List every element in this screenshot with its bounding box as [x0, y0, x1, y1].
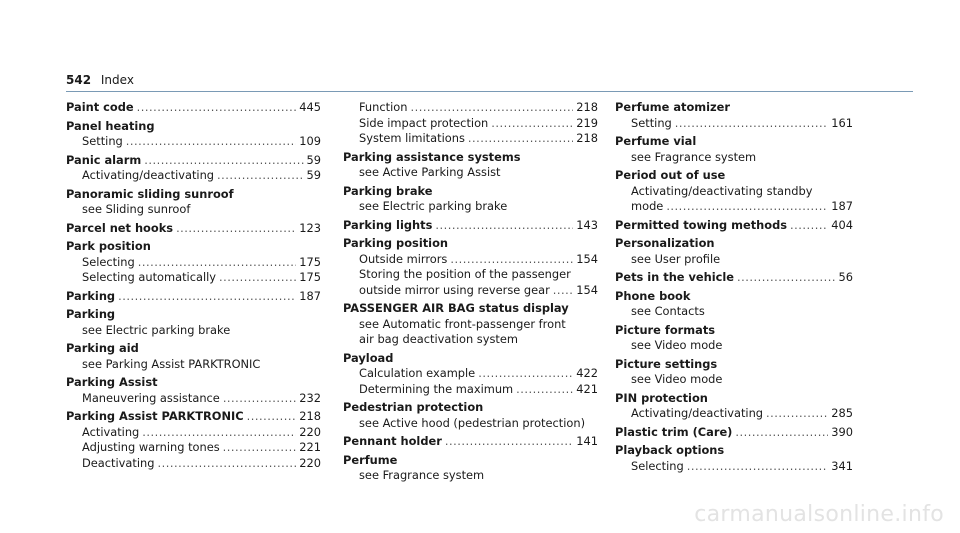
- index-entry: [66, 119, 321, 150]
- index-term: Parcel net hooks: [66, 220, 174, 235]
- index-line: [615, 270, 853, 286]
- index-term: Plastic trim (Care): [615, 424, 733, 439]
- index-line: [615, 391, 853, 407]
- index-subentry: Selecting: [82, 254, 135, 269]
- index-line: [615, 236, 853, 252]
- index-entry: [615, 391, 853, 422]
- index-term: Permitted towing methods: [615, 217, 788, 232]
- index-line: [66, 425, 321, 441]
- index-subentry: see Electric parking brake: [359, 199, 508, 213]
- index-line: [615, 406, 853, 422]
- dot-leader: [223, 440, 297, 456]
- dot-leader: [516, 382, 573, 398]
- index-line: [343, 218, 598, 234]
- index-line: [66, 239, 321, 255]
- dot-leader: [675, 116, 828, 132]
- index-line: [343, 468, 598, 484]
- index-entry: [343, 453, 598, 484]
- dot-leader: [219, 270, 296, 286]
- index-term: Playback options: [615, 443, 725, 457]
- index-subentry: Calculation example: [359, 366, 476, 380]
- index-subentry: Storing the position of the passenger: [359, 267, 571, 281]
- index-entry: [615, 323, 853, 354]
- index-line: [343, 416, 598, 432]
- index-subentry: see User profile: [631, 251, 721, 266]
- index-subentry: Adjusting warning tones: [82, 440, 220, 454]
- index-subentry: see Video mode: [631, 338, 723, 352]
- dot-leader: [666, 199, 828, 215]
- index-line: [343, 236, 598, 252]
- dot-leader: [766, 406, 828, 422]
- index-line: [66, 255, 321, 271]
- index-entry: [66, 307, 321, 338]
- index-column-2: [343, 100, 598, 487]
- index-subentry: see Fragrance system: [631, 149, 757, 164]
- page-ref: 187: [831, 199, 853, 213]
- index-entry: [66, 409, 321, 471]
- index-subentry: see Automatic front-passenger front: [359, 316, 566, 331]
- page-ref: 161: [831, 115, 853, 130]
- index-line: [66, 100, 321, 116]
- index-term: Pets in the vehicle: [615, 270, 735, 284]
- index-line: [66, 270, 321, 286]
- index-subentry: Setting: [631, 115, 672, 130]
- index-line: [343, 100, 598, 116]
- index-line: [615, 372, 853, 388]
- index-line: [343, 351, 598, 367]
- page-ref: 187: [299, 288, 321, 303]
- index-subentry: System limitations: [359, 131, 465, 145]
- index-entry: [615, 425, 853, 441]
- index-line: [615, 459, 853, 475]
- index-line: [615, 323, 853, 339]
- index-entry: [66, 221, 321, 237]
- index-subentry: Maneuvering assistance: [82, 390, 220, 405]
- index-line: [66, 307, 321, 323]
- index-line: [343, 283, 598, 299]
- dot-leader: [450, 252, 573, 268]
- dot-leader: [126, 134, 296, 150]
- dot-leader: [137, 100, 297, 116]
- index-entry: [615, 100, 853, 131]
- page-ref: 421: [576, 381, 598, 396]
- index-term: Pennant holder: [343, 434, 442, 448]
- page-ref: 285: [831, 406, 853, 420]
- index-line: [343, 131, 598, 147]
- index-term: Parking: [66, 288, 116, 303]
- page-ref: 109: [299, 134, 321, 148]
- index-term: Paint code: [66, 100, 134, 114]
- dot-leader: [157, 456, 296, 472]
- index-line: [66, 168, 321, 184]
- dot-leader: [247, 409, 297, 425]
- index-entry: [615, 357, 853, 388]
- dot-leader: [790, 218, 828, 234]
- index-entry: [343, 218, 598, 234]
- index-subentry: see Sliding sunroof: [82, 202, 191, 216]
- index-entry: [343, 150, 598, 181]
- index-subentry: Selecting: [631, 458, 684, 473]
- index-column-1: [66, 100, 321, 474]
- index-subentry: see Contacts: [631, 304, 705, 318]
- dot-leader: [491, 116, 573, 132]
- index-entry: [343, 236, 598, 298]
- dot-leader: [176, 221, 296, 237]
- page-ref: 59: [306, 168, 321, 182]
- index-line: [615, 184, 853, 200]
- index-line: [343, 199, 598, 215]
- page-ref: 143: [576, 217, 598, 232]
- index-line: [615, 357, 853, 373]
- index-entry: [615, 134, 853, 165]
- index-line: [343, 150, 598, 166]
- index-line: [343, 116, 598, 132]
- index-term: Period out of use: [615, 168, 726, 182]
- index-entry: [615, 289, 853, 320]
- page-ref: 218: [576, 131, 598, 145]
- watermark: carmanualsonline.info: [694, 502, 944, 527]
- index-subentry: see Active Parking Assist: [359, 165, 501, 179]
- index-line: [615, 218, 853, 234]
- dot-leader: [118, 289, 296, 305]
- index-term: Parking brake: [343, 183, 433, 198]
- index-subentry: see Electric parking brake: [82, 322, 231, 337]
- index-line: [343, 332, 598, 348]
- page-number: 542: [66, 73, 92, 87]
- page-ref: 422: [576, 366, 598, 380]
- index-term: Payload: [343, 350, 394, 365]
- header-divider: [66, 91, 913, 92]
- index-line: [66, 440, 321, 456]
- index-line: [66, 323, 321, 339]
- index-subentry: Side impact protection: [359, 115, 489, 130]
- index-entry: [615, 168, 853, 215]
- index-line: [66, 119, 321, 135]
- index-subentry: Activating/deactivating: [631, 406, 764, 420]
- index-subentry: Selecting automatically: [82, 270, 217, 284]
- dot-leader: [478, 366, 573, 382]
- index-term: Parking Assist PARKTRONIC: [66, 409, 244, 423]
- index-column-3: [615, 100, 853, 477]
- page-ref: 123: [299, 220, 321, 235]
- index-entry: [66, 187, 321, 218]
- index-line: [615, 304, 853, 320]
- index-line: [615, 289, 853, 305]
- dot-leader: [737, 270, 835, 286]
- index-term: Parking aid: [66, 341, 139, 355]
- dot-leader: [553, 283, 573, 299]
- section-title: Index: [100, 73, 134, 87]
- page-ref: 445: [299, 100, 321, 114]
- index-subentry: Determining the maximum: [359, 381, 514, 396]
- page-ref: 175: [299, 254, 321, 269]
- page-ref: 219: [576, 115, 598, 130]
- page-ref: 154: [576, 282, 598, 297]
- index-line: [343, 165, 598, 181]
- index-line: [66, 375, 321, 391]
- index-line: [615, 425, 853, 441]
- index-entry: [343, 434, 598, 450]
- index-entry: [615, 236, 853, 267]
- dot-leader: [223, 391, 296, 407]
- index-entry: [615, 270, 853, 286]
- index-entry: [343, 301, 598, 348]
- index-term: Parking: [66, 307, 116, 321]
- dot-leader: [435, 218, 573, 234]
- dot-leader: [217, 168, 303, 184]
- index-term: Perfume: [343, 452, 398, 467]
- index-subentry: see Video mode: [631, 372, 723, 386]
- dot-leader: [735, 425, 828, 441]
- dot-leader: [410, 100, 573, 116]
- index-line: [615, 168, 853, 184]
- index-entry: [343, 400, 598, 431]
- index-line: [615, 443, 853, 459]
- page-ref: 232: [299, 390, 321, 405]
- index-term: Personalization: [615, 236, 715, 250]
- index-entry: [615, 218, 853, 234]
- index-term: Parking assistance systems: [343, 149, 521, 164]
- index-term: PASSENGER AIR BAG status display: [343, 301, 569, 315]
- index-line: [66, 357, 321, 373]
- dot-leader: [468, 131, 573, 147]
- index-entry: [66, 341, 321, 372]
- index-entry: [615, 443, 853, 474]
- index-subentry: see Fragrance system: [359, 468, 485, 482]
- index-line: [343, 184, 598, 200]
- dot-leader: [445, 434, 573, 450]
- index-term: PIN protection: [615, 390, 708, 405]
- page-ref: 218: [299, 409, 321, 423]
- index-line: [343, 453, 598, 469]
- index-term: Panoramic sliding sunroof: [66, 186, 234, 201]
- index-line: [343, 366, 598, 382]
- index-term: Picture formats: [615, 322, 716, 337]
- index-entry: [66, 239, 321, 286]
- index-term: Parking Assist: [66, 375, 158, 389]
- index-term: Parking position: [343, 236, 449, 250]
- page-ref: 404: [831, 217, 853, 232]
- index-term: Panic alarm: [66, 152, 142, 167]
- index-term: Phone book: [615, 288, 691, 303]
- index-term: Parking lights: [343, 217, 433, 232]
- index-line: [343, 434, 598, 450]
- index-term: Picture settings: [615, 356, 718, 371]
- index-line: [343, 267, 598, 283]
- index-line: [615, 150, 853, 166]
- index-line: [343, 301, 598, 317]
- index-subentry: Activating/deactivating standby: [631, 183, 813, 198]
- index-line: [343, 252, 598, 268]
- dot-leader: [144, 153, 303, 169]
- index-subentry: see Parking Assist PARKTRONIC: [82, 356, 261, 371]
- index-line: [615, 116, 853, 132]
- page-ref: 220: [299, 455, 321, 470]
- index-line: [66, 202, 321, 218]
- index-entry: [66, 100, 321, 116]
- index-term: Panel heating: [66, 118, 155, 133]
- page-ref: 220: [299, 424, 321, 439]
- index-subentry: Outside mirrors: [359, 251, 448, 266]
- index-line: [66, 409, 321, 425]
- index-entry: [66, 289, 321, 305]
- index-entry: [343, 184, 598, 215]
- index-subentry: Deactivating: [82, 455, 155, 470]
- index-term: Perfume vial: [615, 134, 697, 148]
- page-ref: 59: [306, 152, 321, 167]
- index-line: [66, 221, 321, 237]
- index-line: [66, 391, 321, 407]
- index-subentry: air bag deactivation system: [359, 332, 518, 346]
- index-subentry: Activating/deactivating: [82, 168, 215, 182]
- index-line: [615, 199, 853, 215]
- index-term: Perfume atomizer: [615, 100, 731, 114]
- index-entry: [343, 351, 598, 398]
- dot-leader: [142, 425, 296, 441]
- index-subentry: see Active hood (pedestrian protection): [359, 415, 586, 430]
- index-line: [66, 289, 321, 305]
- dot-leader: [687, 459, 828, 475]
- index-term: Pedestrian protection: [343, 400, 484, 414]
- index-entry: [343, 100, 598, 147]
- index-line: [615, 100, 853, 116]
- page-ref: 218: [576, 100, 598, 114]
- index-line: [615, 338, 853, 354]
- page-ref: 175: [299, 270, 321, 284]
- page-ref: 341: [831, 458, 853, 473]
- index-line: [615, 252, 853, 268]
- index-line: [615, 134, 853, 150]
- index-line: [66, 187, 321, 203]
- index-line: [66, 134, 321, 150]
- index-entry: [66, 375, 321, 406]
- index-line: [343, 317, 598, 333]
- page-header: [66, 73, 134, 87]
- page-ref: 56: [838, 270, 853, 284]
- page-ref: 154: [576, 251, 598, 266]
- index-subentry: outside mirror using reverse gear: [359, 282, 550, 297]
- index-subentry: Setting: [82, 134, 123, 148]
- page-ref: 390: [831, 424, 853, 439]
- index-term: Park position: [66, 239, 151, 253]
- index-subentry: mode: [631, 199, 664, 213]
- index-subentry: Activating: [82, 424, 140, 439]
- index-entry: [66, 153, 321, 184]
- index-line: [66, 153, 321, 169]
- page-ref: 221: [299, 440, 321, 454]
- dot-leader: [138, 255, 296, 271]
- index-line: [66, 341, 321, 357]
- index-line: [66, 456, 321, 472]
- index-subentry: Function: [359, 100, 408, 114]
- page-ref: 141: [576, 434, 598, 448]
- index-line: [343, 382, 598, 398]
- index-line: [343, 400, 598, 416]
